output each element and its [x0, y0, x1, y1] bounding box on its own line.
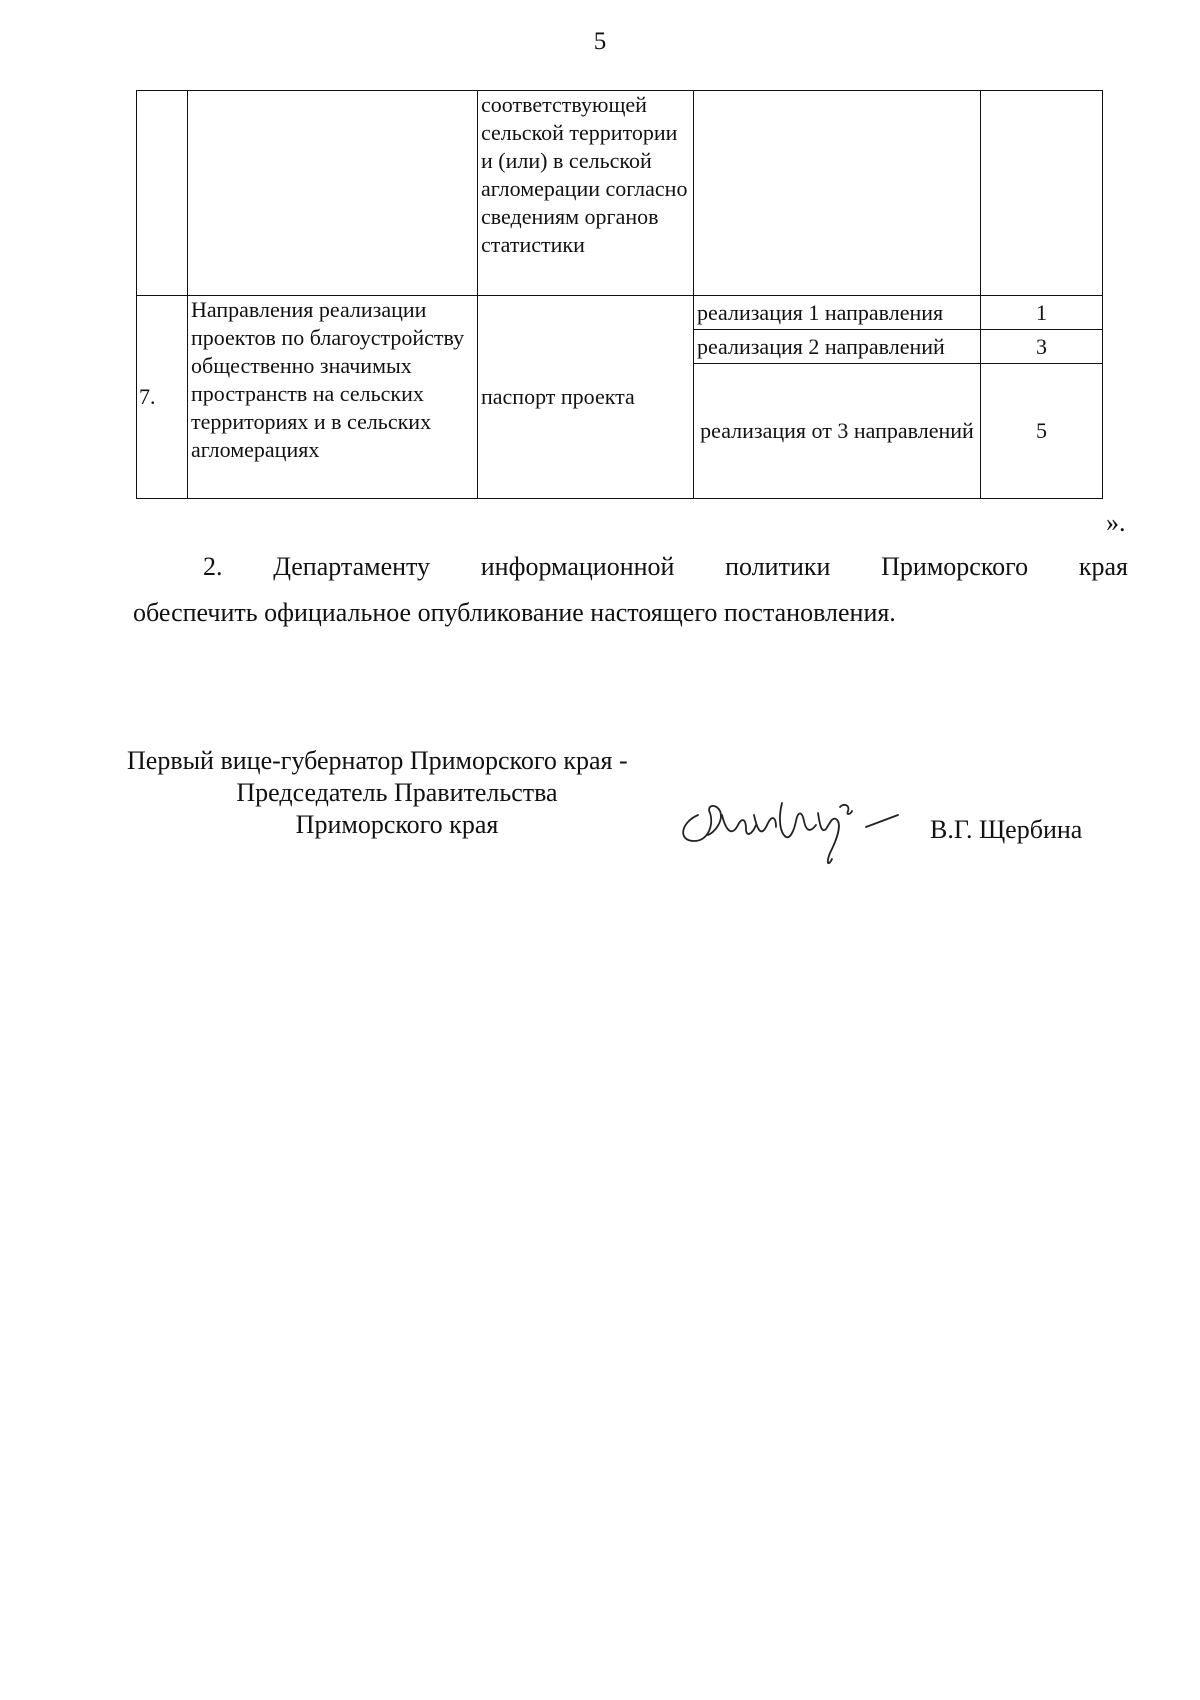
paragraph-word: Департаменту [273, 552, 431, 581]
cell-source: паспорт проекта [478, 296, 694, 499]
cell-score: 3 [981, 330, 1103, 364]
cell-option: реализация от 3 направлений [694, 364, 981, 499]
handwritten-signature [670, 775, 910, 875]
page-number: 5 [593, 28, 607, 55]
paragraph-word: информационной [480, 552, 675, 581]
cell-source: соответствующей сельской территории и (или) в сельской агломерации согласно сведениям органов статистики [478, 91, 694, 296]
cell-number: 7. [137, 296, 188, 499]
paragraph-2 [133, 544, 1128, 636]
signatory-title [127, 745, 707, 841]
cell-option [694, 91, 981, 296]
paragraph-word: Приморского [881, 552, 1029, 581]
cell-criterion [188, 91, 478, 296]
cell-score: 1 [981, 296, 1103, 330]
paragraph-word: политики [725, 552, 831, 581]
signatory-title-line: Председатель Правительства [236, 778, 558, 807]
table-row [137, 91, 1103, 296]
cell-option: реализация 1 направления [694, 296, 981, 330]
cell-option: реализация 2 направлений [694, 330, 981, 364]
table-row [137, 296, 1103, 330]
paragraph-line [133, 544, 1128, 590]
closing-quote: ». [1106, 508, 1126, 537]
cell-criterion: Направления реализации проектов по благоустройству общественно значимых пространств на сельских территориях и в сельских агломерациях [188, 296, 478, 499]
paragraph-word: края [1078, 552, 1128, 581]
cell-number [137, 91, 188, 296]
signatory-title-line: Первый вице-губернатор Приморского края - [127, 746, 628, 775]
cell-score: 5 [981, 364, 1103, 499]
signer-name: В.Г. Щербина [930, 815, 1083, 844]
paragraph-line: обеспечить официальное опубликование настоящего постановления. [133, 598, 896, 627]
paragraph-number: 2. [203, 552, 223, 581]
cell-score [981, 91, 1103, 296]
criteria-table [136, 90, 1103, 499]
signatory-title-line: Приморского края [295, 810, 499, 839]
